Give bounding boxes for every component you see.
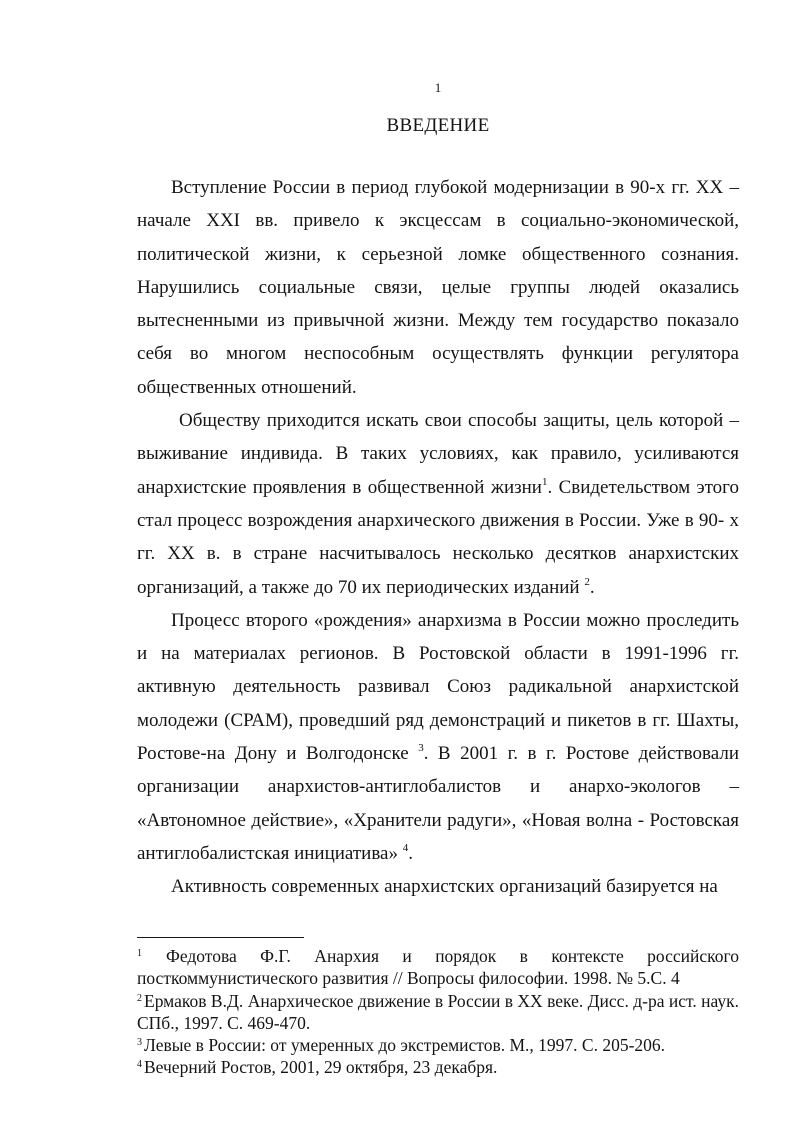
paragraph-3-text-a: Процесс второго «рождения» анархизма в России можно проследить и на материалах регионов. В Ростовской области в 1991-1996 гг. активную деятельность развивал Союз радикальной анархистской молодежи (СРАМ), проведший ряд демонстраций и пикетов в гг. Шахты, Ростове-на Дону и Волгодонске [137, 609, 739, 765]
paragraph-2-text-b: . Свидетельством этого стал процесс возрождения анархического движения в России. Уже в 90- х гг. XX в. в стране насчитывалось несколько десятков анархистских организаций, а также до 70 их периодических изданий [137, 476, 739, 598]
body-text [137, 171, 739, 904]
footnote-text: Вечерний Ростов, 2001, 29 октября, 23 декабря. [144, 1057, 498, 1078]
footnote-divider [137, 937, 304, 938]
footnote-2 [137, 990, 739, 1035]
paragraph-3-text-c: . [408, 842, 413, 864]
footnote-text: Ермаков В.Д. Анархическое движение в России в XX веке. Дисс. д-ра ист. наук. СПб., 1997. С. 469-470. [137, 990, 739, 1033]
footnote-mark: 4 [137, 1059, 142, 1071]
paragraph-1: Вступление России в период глубокой модернизации в 90-х гг. XX – начале XXI вв. привело к эксцессам в социально-экономической, политической жизни, к серьезной ломке общественного сознания. Нарушились социальные связи, целые группы людей оказались вытесненными из привычной жизни. Между тем государство показало себя во многом неспособным осуществлять функции регулятора общественных отношений. [137, 177, 739, 398]
footnote-ref-1[interactable]: 1 [541, 475, 548, 488]
footnote-3 [137, 1034, 739, 1056]
paragraph-2-text-c: . [589, 576, 595, 598]
footnote-ref-3[interactable]: 3 [418, 742, 424, 755]
paragraph-3 [137, 604, 739, 870]
footnote-mark: 2 [137, 992, 142, 1004]
footnote-4 [137, 1056, 739, 1078]
footnote-text: Федотова Ф.Г. Анархия и порядок в контексте российского посткоммунистического развития // Вопросы философии. 1998. № 5.С. 4 [137, 946, 739, 989]
footnote-ref-2[interactable]: 2 [584, 575, 590, 588]
footnote-1 [137, 945, 739, 990]
page-title: ВВЕДЕНИЕ [386, 115, 490, 136]
paragraph-3-text-b: . В 2001 г. в г. Ростове действовали организации анархистов-антиглобалистов и анархо-экологов – «Автономное действие», «Хранители радуги», «Новая волна - Ростовская антиглобалистская инициатива» [137, 743, 739, 864]
footnote-mark: 1 [137, 948, 142, 959]
paragraph-2-text-a: Обществу приходится искать свои способы защиты, цель которой – выживание индивида. В таких условиях, как правило, усиливаются анархистские проявления в общественной жизни [137, 410, 739, 498]
footnotes [137, 945, 739, 1079]
footnote-text: Левые в России: от умеренных до экстремистов. М., 1997. С. 205-206. [144, 1035, 666, 1056]
paragraph-2 [137, 404, 739, 604]
paragraph-4: Активность современных анархистских организаций базируется на [171, 876, 718, 898]
footnote-ref-4[interactable]: 4 [402, 841, 409, 854]
footnote-mark: 3 [137, 1037, 142, 1049]
page-number: 1 [434, 80, 442, 95]
